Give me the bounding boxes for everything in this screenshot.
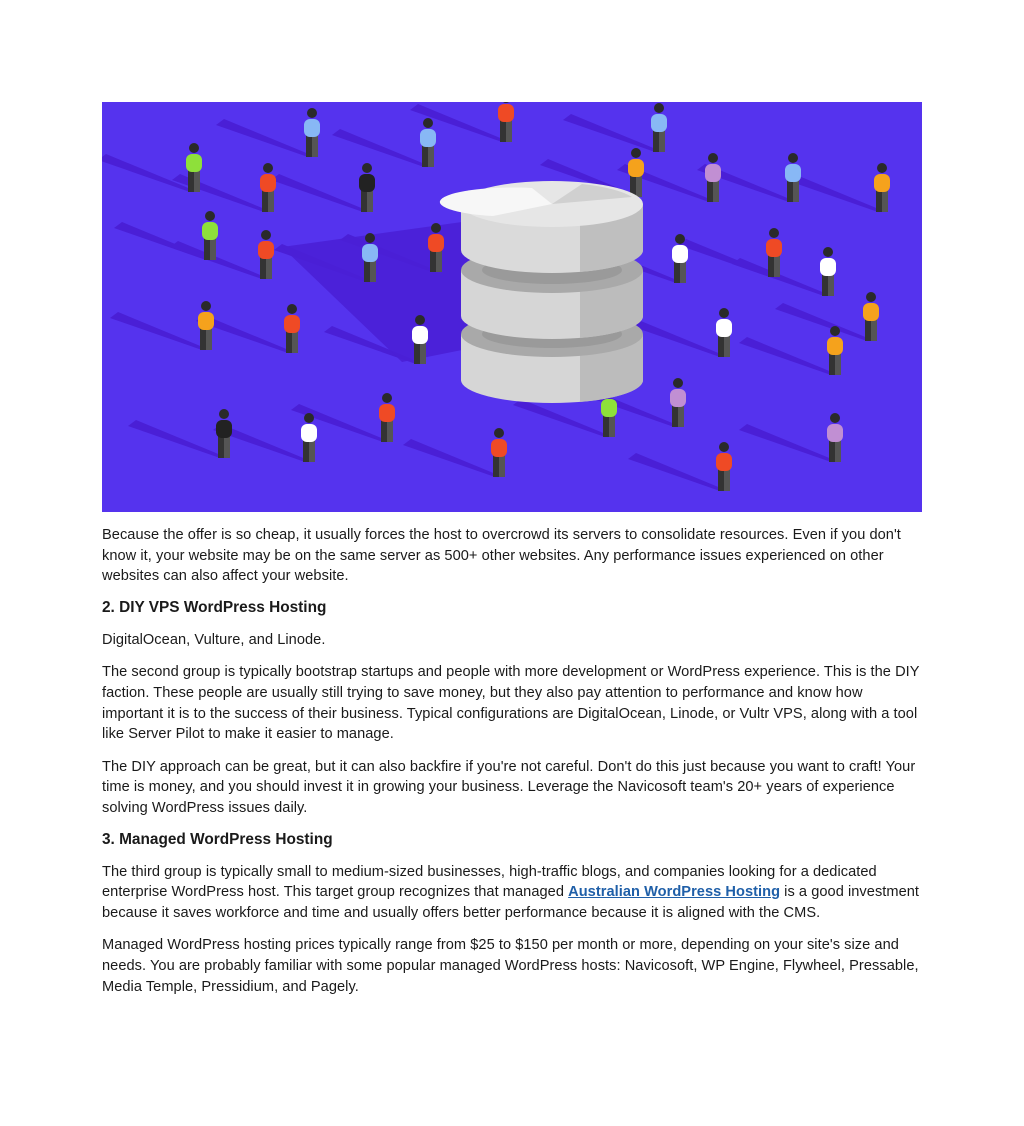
person-icon (498, 102, 514, 142)
diy-providers: DigitalOcean, Vulture, and Linode. (102, 631, 326, 648)
intro-paragraph: Because the offer is so cheap, it usually forces the host to overcrowd its servers to consolidate resources. Even if you don't know it, your website may be on the same server as 500+ other websites. Any performance issues experienced on other websites can also affect your website. (102, 527, 901, 585)
managed-paragraph-2: Managed WordPress hosting prices typically range from $25 to $150 per month or more, depending on your site's size and needs. You are probably familiar with some popular managed WordPress hosts: Navicosoft, WP Engine, Flywheel, Pressable, Media Temple, Pressidium, and Pagely. (102, 937, 919, 995)
document-page (102, 102, 922, 997)
managed-paragraph-1-start: The third group is typically small to medium-sized businesses, high-traffic blogs, and companies looking for a dedicated enterprise WordPress host. This target group recognizes that managed (102, 863, 877, 901)
australian-wordpress-hosting-link[interactable]: Australian WordPress Hosting (568, 884, 781, 901)
hero-illustration (102, 102, 922, 512)
managed-paragraph-1-end: is a good investment because it saves workforce and time and usually offers better performance because it is aligned with the CMS. (102, 884, 920, 921)
managed-heading: 3. Managed WordPress Hosting (102, 830, 333, 848)
managed-paragraph-1 (102, 862, 922, 924)
diy-paragraph-1: The second group is typically bootstrap startups and people with more development or WordPress experience. This is the DIY faction. These people are usually still trying to save money, but they also pay attention to performance and know how important it is to the success of their business. Typical configurations are DigitalOcean, Linode, or Vultr VPS, along with a tool like Server Pilot to make it easier to manage. (102, 664, 920, 743)
diy-heading: 2. DIY VPS WordPress Hosting (102, 598, 327, 616)
database-icon (440, 181, 643, 403)
diy-paragraph-2: The DIY approach can be great, but it can also backfire if you're not careful. Don't do this just because you want to craft! Your time is money, and you should invest it in growing your business. Leverage the Navicosoft team's 20+ years of experience solving WordPress issues daily. (102, 758, 916, 816)
